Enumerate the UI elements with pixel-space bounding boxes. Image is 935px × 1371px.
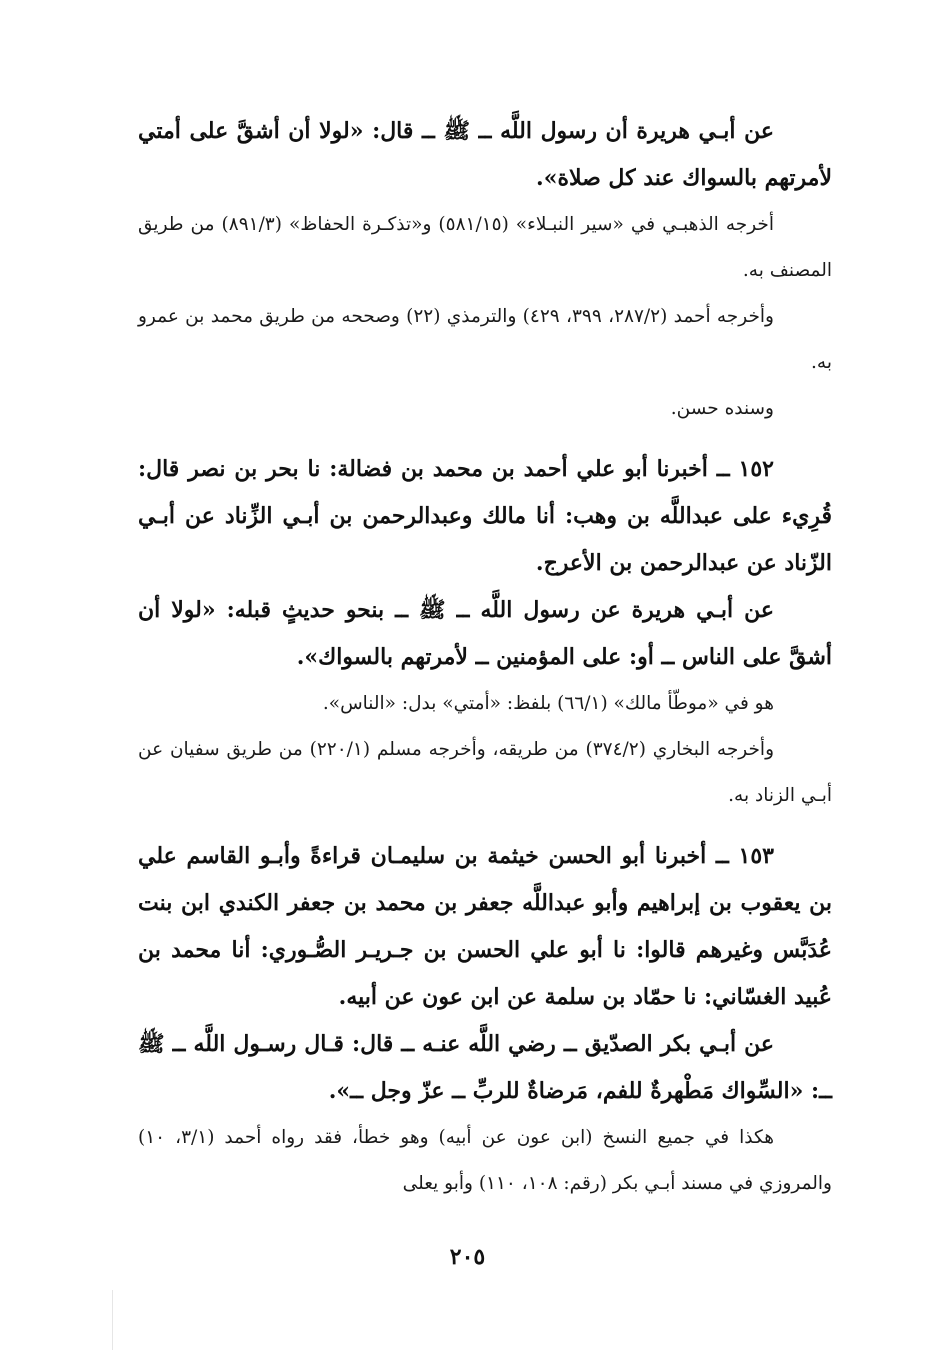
- takhrij-note: وسنده حسن.: [670, 398, 774, 419]
- scan-margin-line: [112, 1290, 113, 1350]
- page-number: ٢٠٥: [449, 1244, 486, 1270]
- isnad-152: ١٥٢ ــ أخبرنا أبو علي أحمد بن محمد بن فضالة: نا بحر بن نصر قال: قُرِيء على عبداللَّه بن وهب: أنا مالك وعبدالرحمن بن أبـي الزِّناد عن أبـي الزّناد عن عبدالرحمن بن الأعرج.: [138, 456, 832, 576]
- section-gap: [138, 819, 832, 833]
- takhrij-note: وأخرجه البخاري (٣٧٤/٢) من طريقه، وأخرجه مسلم (٢٢٠/١) من طريق سفيان عن أبـي الزناد به.: [138, 739, 832, 806]
- hadith-text: عن أبـي هريرة أن رسول اللَّه ــ ﷺ ــ قال: «لولا أن أشقَّ على أمتي لأمرتهم بالسواك عند كل صلاة».: [138, 118, 832, 191]
- page-body: [138, 108, 832, 1207]
- takhrij-note: أخرجه الذهبـي في «سير النبـلاء» (٥٨١/١٥) و«تذكـرة الحفاظ» (٨٩١/٣) من طريق المصنف به.: [138, 214, 832, 281]
- hadith-text: عن أبـي هريرة عن رسول اللَّه ــ ﷺ ــ بنحو حديثٍ قبله: «لولا أن أشقَّ على الناس ــ أو: على المؤمنين ــ لأمرتهم بالسواك».: [138, 597, 832, 670]
- isnad-153: ١٥٣ ــ أخبرنا أبو الحسن خيثمة بن سليمـان قراءةً وأبـو القاسم علي بن يعقوب بن إبراهيم وأبو عبداللَّه جعفر بن محمد بن جعفر الكندي ابن بنت عُدَبَّس وغيرهم قالوا: نا أبو علي الحسن بن جـريـر الصُّـوري: أنا محمد بن عُبيد الغسّاني: نا حمّاد بن سلمة عن ابن عون عن أبيه.: [138, 843, 832, 1010]
- hadith-text: عن أبـي بكر الصدّيق ــ رضي اللَّه عنـه ــ قال: قـال رسـول اللَّه ــ ﷺ ــ: «السِّواك مَطْهرةٌ للفم، مَرضاةٌ للربِّ ــ عزّ وجل ــ».: [138, 1031, 832, 1104]
- section-gap: [138, 432, 832, 446]
- takhrij-note: وأخرجه أحمد (٢٨٧/٢، ٣٩٩، ٤٢٩) والترمذي (٢٢) وصححه من طريق محمد بن عمرو به.: [138, 306, 832, 373]
- takhrij-note: هكذا في جميع النسخ (ابن عون عن أبيه) وهو خطأ، فقد رواه أحمد (٣/١، ١٠) والمروزي في مسند أبـي بكر (رقم: ١٠٨، ١١٠) وأبو يعلى: [138, 1127, 832, 1194]
- takhrij-note: هو في «موطّأ مالك» (٦٦/١) بلفظ: «أمتي» بدل: «الناس».: [322, 693, 774, 714]
